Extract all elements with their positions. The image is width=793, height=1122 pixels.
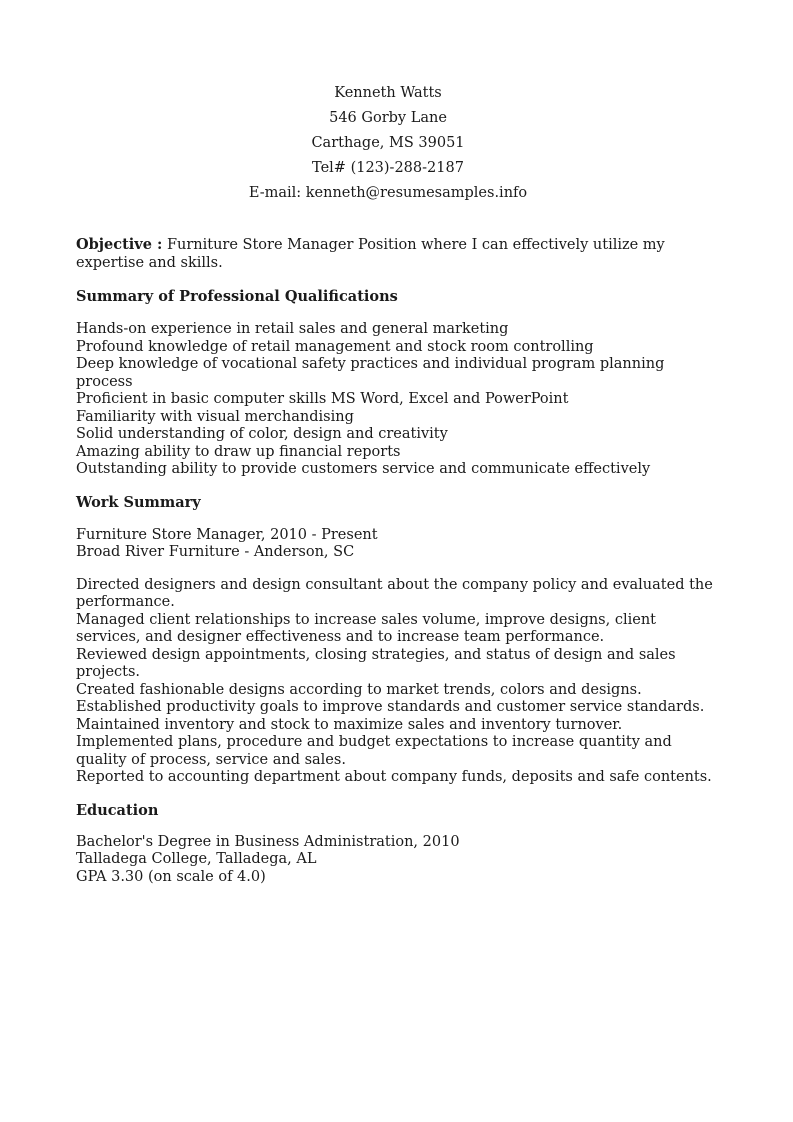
summary-list (76, 321, 716, 479)
list-item: Hands-on experience in retail sales and general marketing (76, 321, 509, 337)
list-item: Proficient in basic computer skills MS Word, Excel and PowerPoint (76, 391, 569, 407)
list-item: Implemented plans, procedure and budget expectations to increase quantity and quality of process, service and sales. (76, 734, 672, 768)
objective-text: Furniture Store Manager Position where I can effectively utilize my expertise and skills. (76, 237, 665, 271)
list-item: Solid understanding of color, design and creativity (76, 426, 448, 442)
work-heading: Work Summary (76, 493, 201, 511)
summary-heading: Summary of Professional Qualifications (76, 288, 398, 305)
phone-number: Tel# (123)-288-2187 (312, 160, 464, 176)
list-item: Outstanding ability to provide customers service and communicate effectively (76, 461, 651, 477)
street-address: 546 Gorby Lane (329, 110, 447, 126)
school: Talladega College, Talladega, AL (76, 851, 317, 867)
applicant-name: Kenneth Watts (334, 85, 442, 101)
job-title: Furniture Store Manager, 2010 - Present (76, 526, 378, 543)
list-item: Created fashionable designs according to market trends, colors and designs. (76, 681, 642, 698)
duties-list (76, 577, 716, 787)
list-item: Established productivity goals to improve standards and customer service standards. (76, 699, 705, 715)
list-item: Reviewed design appointments, closing strategies, and status of design and sales projects. (76, 646, 676, 680)
list-item: Directed designers and design consultant about the company policy and evaluated the performance. (76, 576, 713, 610)
objective-label: Objective : (76, 236, 163, 253)
list-item: Familiarity with visual merchandising (76, 408, 354, 425)
gpa: GPA 3.30 (on scale of 4.0) (76, 868, 266, 885)
list-item: Deep knowledge of vocational safety practices and individual program planning process (76, 356, 665, 390)
education-block (76, 834, 716, 887)
objective-section (76, 236, 716, 272)
contact-header (68, 81, 708, 206)
city-state-zip: Carthage, MS 39051 (311, 135, 465, 151)
work-role-block (76, 527, 716, 562)
list-item: Maintained inventory and stock to maximize sales and inventory turnover. (76, 716, 623, 733)
email-address: E-mail: kenneth@resumesamples.info (248, 185, 528, 201)
employer: Broad River Furniture - Anderson, SC (76, 544, 355, 560)
list-item: Profound knowledge of retail management and stock room controlling (76, 338, 594, 355)
list-item: Reported to accounting department about company funds, deposits and safe contents. (76, 769, 712, 785)
list-item: Managed client relationships to increase sales volume, improve designs, client services, and designer effectiveness and to increase team performance. (76, 611, 656, 645)
resume-document (76, 81, 716, 886)
education-heading: Education (76, 801, 159, 819)
list-item: Amazing ability to draw up financial reports (76, 443, 401, 460)
degree: Bachelor's Degree in Business Administration, 2010 (76, 833, 460, 850)
